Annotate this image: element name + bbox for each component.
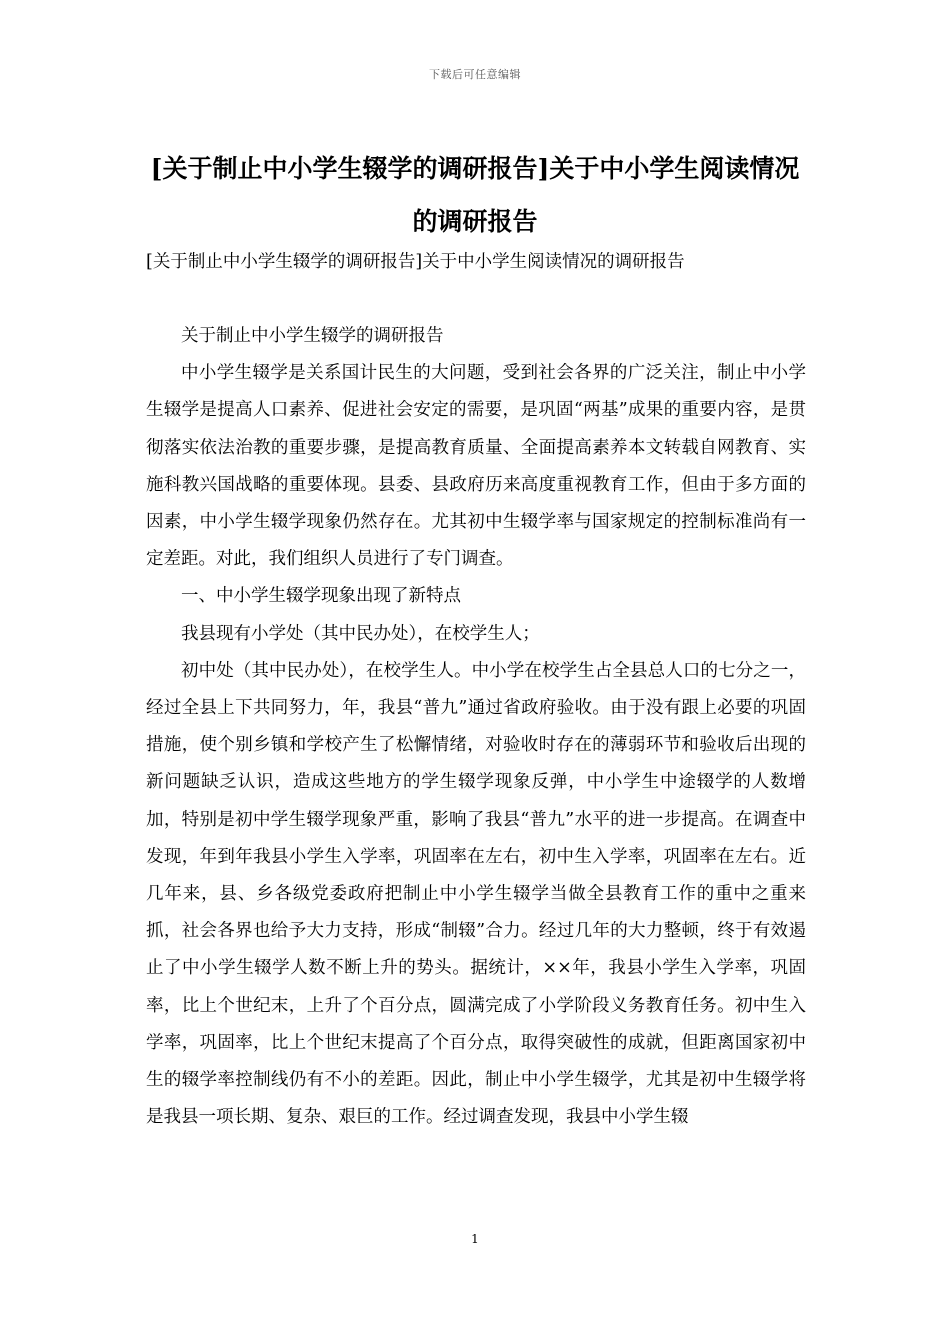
page-number: 1 — [471, 1232, 479, 1246]
body-paragraph-primary-schools: 我县现有小学处（其中民办处），在校学生人； — [181, 623, 540, 644]
document-subtitle: [关于制止中小学生辍学的调研报告]关于中小学生阅读情况的调研报告 — [146, 252, 685, 272]
header-note: 下载后可任意编辑 — [429, 68, 521, 81]
document-body — [146, 318, 806, 1136]
document-title: [关于制止中小学生辍学的调研报告]关于中小学生阅读情况的调研报告 — [150, 154, 800, 236]
body-paragraph-middle-schools: 初中处（其中民办处），在校学生人。中小学在校学生占全县总人口的七分之一，经过全县上下共同努力，年，我县“普九”通过省政府验收。由于没有跟上必要的巩固措施，使个别乡镇和学校产生了松懈情绪，对验收时存在的薄弱环节和验收后出现的新问题缺乏认识，造成这些地方的学生辍学现象反弹，中小学生中途辍学的人数增加，特别是初中学生辍学现象严重，影响了我县“普九”水平的进一步提高。在调查中发现，年到年我县小学生入学率，巩固率在左右，初中生入学率，巩固率在左右。近几年来，县、乡各级党委政府把制止中小学生辍学当做全县教育工作的重中之重来抓，社会各界也给予大力支持，形成“制辍”合力。经过几年的大力整顿，终于有效遏止了中小学生辍学人数不断上升的势头。据统计，××年，我县小学生入学率，巩固率，比上个世纪末，上升了个百分点，圆满完成了小学阶段义务教育任务。初中生入学率，巩固率，比上个世纪末提高了个百分点，取得突破性的成就，但距离国家初中生的辍学率控制线仍有不小的差距。因此，制止中小学生辍学，尤其是初中生辍学将是我县一项长期、复杂、艰巨的工作。经过调查发现，我县中小学生辍 — [146, 660, 806, 1128]
section-heading: 一、中小学生辍学现象出现了新特点 — [181, 586, 461, 607]
body-paragraph-intro: 中小学生辍学是关系国计民生的大问题，受到社会各界的广泛关注，制止中小学生辍学是提高人口素养、促进社会安定的需要，是巩固“两基”成果的重要内容，是贯彻落实依法治教的重要步骤，是提高教育质量、全面提高素养本文转载自网教育、实施科教兴国战略的重要体现。县委、县政府历来高度重视教育工作，但由于多方面的因素，中小学生辍学现象仍然存在。尤其初中生辍学率与国家规定的控制标准尚有一定差距。对此，我们组织人员进行了专门调查。 — [146, 363, 806, 570]
body-paragraph-heading: 关于制止中小学生辍学的调研报告 — [181, 326, 444, 346]
